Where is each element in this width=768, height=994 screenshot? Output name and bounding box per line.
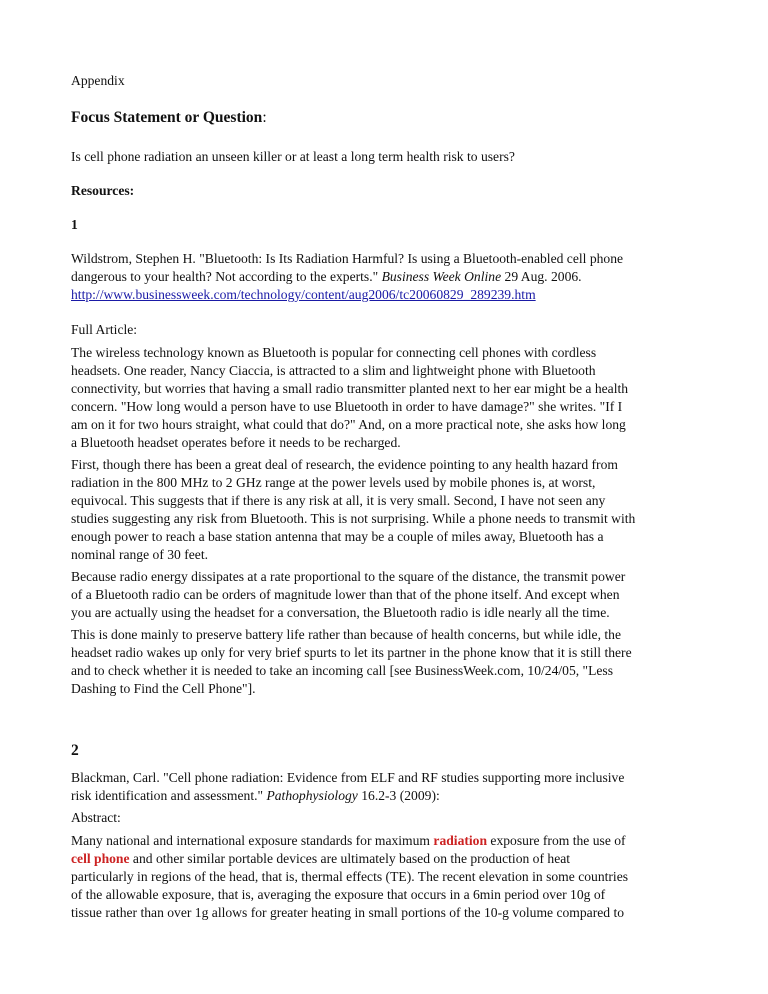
text-line <box>71 832 626 850</box>
text-line: am on it for two hours straight, what could that do?" And, on a more practical note, she asks how long <box>71 417 626 432</box>
citation-1-url-line <box>71 286 536 304</box>
text-line: connectivity, but worries that having a small radio transmitter planted next to her ear might be a health <box>71 381 629 396</box>
text-line: Dashing to Find the Cell Phone"]. <box>71 681 256 696</box>
text-line: nominal range of 30 feet. <box>71 547 209 562</box>
text-line: you are actually using the headset for a conversation, the Bluetooth radio is idle nearly all the time. <box>71 605 610 620</box>
text-line: of the allowable exposure, that is, averaging the exposure that occurs in a 6min period over 10g of <box>71 887 606 902</box>
citation-1-source: Business Week Online <box>381 269 502 284</box>
focus-heading <box>71 109 267 127</box>
citation-1-line-1: Wildstrom, Stephen H. "Bluetooth: Is Its Radiation Harmful? Is using a Bluetooth-enabled cell phone <box>71 251 624 266</box>
focus-heading-text: Focus Statement or Question <box>71 109 263 126</box>
text-line: particularly in regions of the head, that is, thermal effects (TE). The recent elevation in some countries <box>71 869 629 884</box>
focus-question: Is cell phone radiation an unseen killer or at least a long term health risk to users? <box>71 149 515 164</box>
text-span: and other similar portable devices are ultimately based on the production of heat <box>129 851 571 866</box>
text-line: of a Bluetooth radio can be orders of magnitude lower than that of the phone itself. And except when <box>71 587 620 602</box>
text-line: First, though there has been a great deal of research, the evidence pointing to any health hazard from <box>71 457 618 472</box>
text-line: equivocal. This suggests that if there is any risk at all, it is very small. Second, I have not seen any <box>71 493 606 508</box>
focus-heading-colon: : <box>262 109 267 126</box>
abstract-label: Abstract: <box>71 810 121 825</box>
citation-2-source: Pathophysiology <box>266 788 358 803</box>
text-line: concern. "How long would a person have to use Bluetooth in order to have damage?" she writes. "If I <box>71 399 623 414</box>
text-line: a Bluetooth headset operates before it needs to be recharged. <box>71 435 401 450</box>
text-span: exposure from the use of <box>487 833 626 848</box>
citation-1-date: 29 Aug. 2006. <box>501 269 582 284</box>
resource-number-2: 2 <box>71 742 79 759</box>
text-line: tissue rather than over 1g allows for greater heating in small portions of the 10-g volume compared to <box>71 905 625 920</box>
citation-2-text: risk identification and assessment." <box>71 788 267 803</box>
text-line: This is done mainly to preserve battery life rather than because of health concerns, but while idle, the <box>71 627 621 642</box>
text-line: studies suggesting any risk from Bluetooth. This is not surprising. While a phone needs to transmit with <box>71 511 636 526</box>
text-line: headsets. One reader, Nancy Ciaccia, is attracted to a slim and lightweight phone with Bluetooth <box>71 363 596 378</box>
text-line: radiation in the 800 MHz to 2 GHz range at the power levels used by mobile phones is, at worst, <box>71 475 596 490</box>
text-line <box>71 850 570 868</box>
highlight-cell-phone: cell phone <box>71 851 130 866</box>
citation-1-line-2 <box>71 268 582 286</box>
citation-2-line-1: Blackman, Carl. "Cell phone radiation: Evidence from ELF and RF studies supporting more inclusive <box>71 770 625 785</box>
text-line: Because radio energy dissipates at a rate proportional to the square of the distance, the transmit power <box>71 569 626 584</box>
citation-1-url-link[interactable]: http://www.businessweek.com/technology/content/aug2006/tc20060829_289239.htm <box>71 287 536 302</box>
appendix-label: Appendix <box>71 73 125 88</box>
full-article-label: Full Article: <box>71 322 138 337</box>
text-line: enough power to reach a base station antenna that may be a couple of miles away, Bluetooth has a <box>71 529 604 544</box>
citation-1-text: dangerous to your health? Not according to the experts." <box>71 269 382 284</box>
text-line: headset radio wakes up only for very brief spurts to let its partner in the phone know that it is still there <box>71 645 632 660</box>
highlight-radiation: radiation <box>433 833 488 848</box>
resource-number-1: 1 <box>71 217 78 232</box>
text-line: and to check whether it is needed to take an incoming call [see BusinessWeek.com, 10/24/05, "Less <box>71 663 614 678</box>
text-span: Many national and international exposure standards for maximum <box>71 833 434 848</box>
resources-heading: Resources: <box>71 183 135 198</box>
citation-2-line-2 <box>71 787 440 805</box>
citation-2-volume: 16.2-3 (2009): <box>357 788 440 803</box>
text-line: The wireless technology known as Bluetooth is popular for connecting cell phones with cordless <box>71 345 597 360</box>
